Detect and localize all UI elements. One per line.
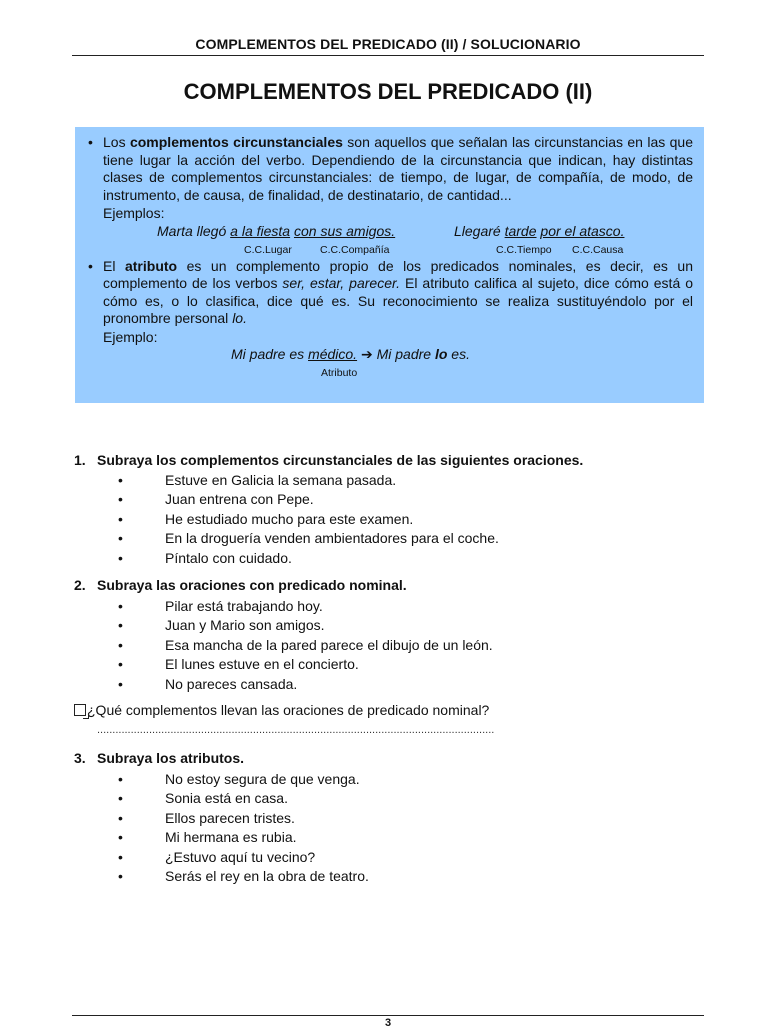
- list-item: • No estoy segura de que venga.: [118, 771, 360, 787]
- exercise-1-question: [74, 452, 583, 468]
- list-item: • Sonia está en casa.: [118, 790, 288, 807]
- exercise-number: 1.: [74, 452, 86, 468]
- examples-line: [103, 223, 693, 242]
- list-item: • Pilar está trabajando hoy.: [118, 598, 323, 614]
- bullet-glyph: •: [88, 134, 93, 150]
- exercise-text: Subraya las oraciones con predicado nominal.: [97, 577, 407, 593]
- theory-bullet-atributo: [75, 258, 693, 380]
- label-atributo: Atributo: [321, 367, 358, 379]
- note-text: ¿Qué complementos llevan las oraciones de predicado nominal?: [87, 702, 490, 718]
- list-item: • El lunes estuve en el concierto.: [118, 656, 359, 673]
- list-item: • Píntalo con cuidado.: [118, 549, 292, 566]
- bullet-glyph: •: [88, 257, 93, 274]
- exercise-number: 2.: [74, 577, 86, 593]
- list-item: • Juan entrena con Pepe.: [118, 491, 314, 508]
- example-atributo: [103, 346, 693, 365]
- term-cc: complementos circunstanciales: [129, 134, 343, 150]
- text: lo.: [232, 310, 247, 326]
- text: Los: [103, 134, 130, 150]
- exercise-2-items: [118, 597, 493, 694]
- exercise-3-question: [74, 750, 244, 766]
- example-sentence: Mi padre es médico. ➔ Mi padre lo es.: [231, 346, 470, 362]
- label-cc-tiempo: C.C.Tiempo: [496, 243, 552, 256]
- text: ser, estar, parecer.: [282, 275, 401, 291]
- example-labels: [103, 242, 693, 256]
- list-item: • ¿Estuvo aquí tu vecino?: [118, 848, 316, 865]
- exercise-1-items: [118, 471, 499, 568]
- note-question: [74, 702, 489, 718]
- list-item: • No pareces cansada.: [118, 675, 298, 692]
- answer-line[interactable]: ..................................................................................................................................: [97, 724, 495, 736]
- examples-label: Ejemplos:: [103, 205, 165, 221]
- term-atributo: atributo: [124, 257, 178, 274]
- exercise-2-question: [74, 577, 407, 593]
- page-title: COMPLEMENTOS DEL PREDICADO (II): [183, 79, 593, 104]
- list-item: • En la droguería venden ambientadores para el coche.: [118, 530, 499, 547]
- theory-box: [75, 127, 704, 403]
- list-item: • He estudiado mucho para este examen.: [118, 510, 414, 527]
- label-cc-causa: C.C.Causa: [572, 243, 624, 256]
- page-number: 3: [72, 1015, 704, 1029]
- list-item: • Juan y Mario son amigos.: [118, 617, 325, 634]
- arrow-icon: ➔: [360, 346, 373, 362]
- text: El: [103, 257, 125, 274]
- example-label: Ejemplo:: [103, 328, 158, 345]
- note-icon: [74, 704, 86, 716]
- exercise-text: Subraya los complementos circunstanciales de las siguientes oraciones.: [97, 452, 584, 468]
- text: es un complemento propio de los predicados nominales, es decir, es un complemento de los verbos: [103, 257, 693, 291]
- label-cc-compania: C.C.Compañía: [320, 243, 390, 256]
- exercise-number: 3.: [74, 750, 86, 766]
- text: son aquellos que señalan las circunstancias en las que tiene lugar la acción del verbo. Dependiendo de la circunstancia que indican, hay distintas clases de complementos circunstanciales: de tiempo, de lugar, de compañía, de modo, de instrumento, de causa, de finalidad, de destinatario, de cantidad...: [103, 134, 693, 203]
- text: El atributo califica al sujeto, dice cómo está o cómo es, o lo clasifica, dice qué es. Su reconocimiento se realiza sustituyéndolo por el pronombre personal: [103, 275, 693, 326]
- list-item: • Serás el rey en la obra de teatro.: [118, 867, 369, 884]
- page-header: COMPLEMENTOS DEL PREDICADO (II) / SOLUCIONARIO: [72, 36, 704, 56]
- exercise-text: Subraya los atributos.: [97, 750, 245, 766]
- example-1: Marta llegó a la fiesta con sus amigos.: [157, 222, 396, 239]
- list-item: • Estuve en Galicia la semana pasada.: [118, 472, 397, 488]
- list-item: • Esa mancha de la pared parece el dibujo de un león.: [118, 636, 493, 653]
- list-item: • Mi hermana es rubia.: [118, 829, 297, 846]
- list-item: • Ellos parecen tristes.: [118, 809, 295, 826]
- exercise-3-items: [118, 770, 369, 886]
- label-cc-lugar: C.C.Lugar: [244, 243, 292, 256]
- example-labels: [103, 365, 693, 379]
- example-2: Llegaré tarde por el atasco.: [454, 222, 625, 239]
- theory-bullet-cc: [75, 134, 693, 256]
